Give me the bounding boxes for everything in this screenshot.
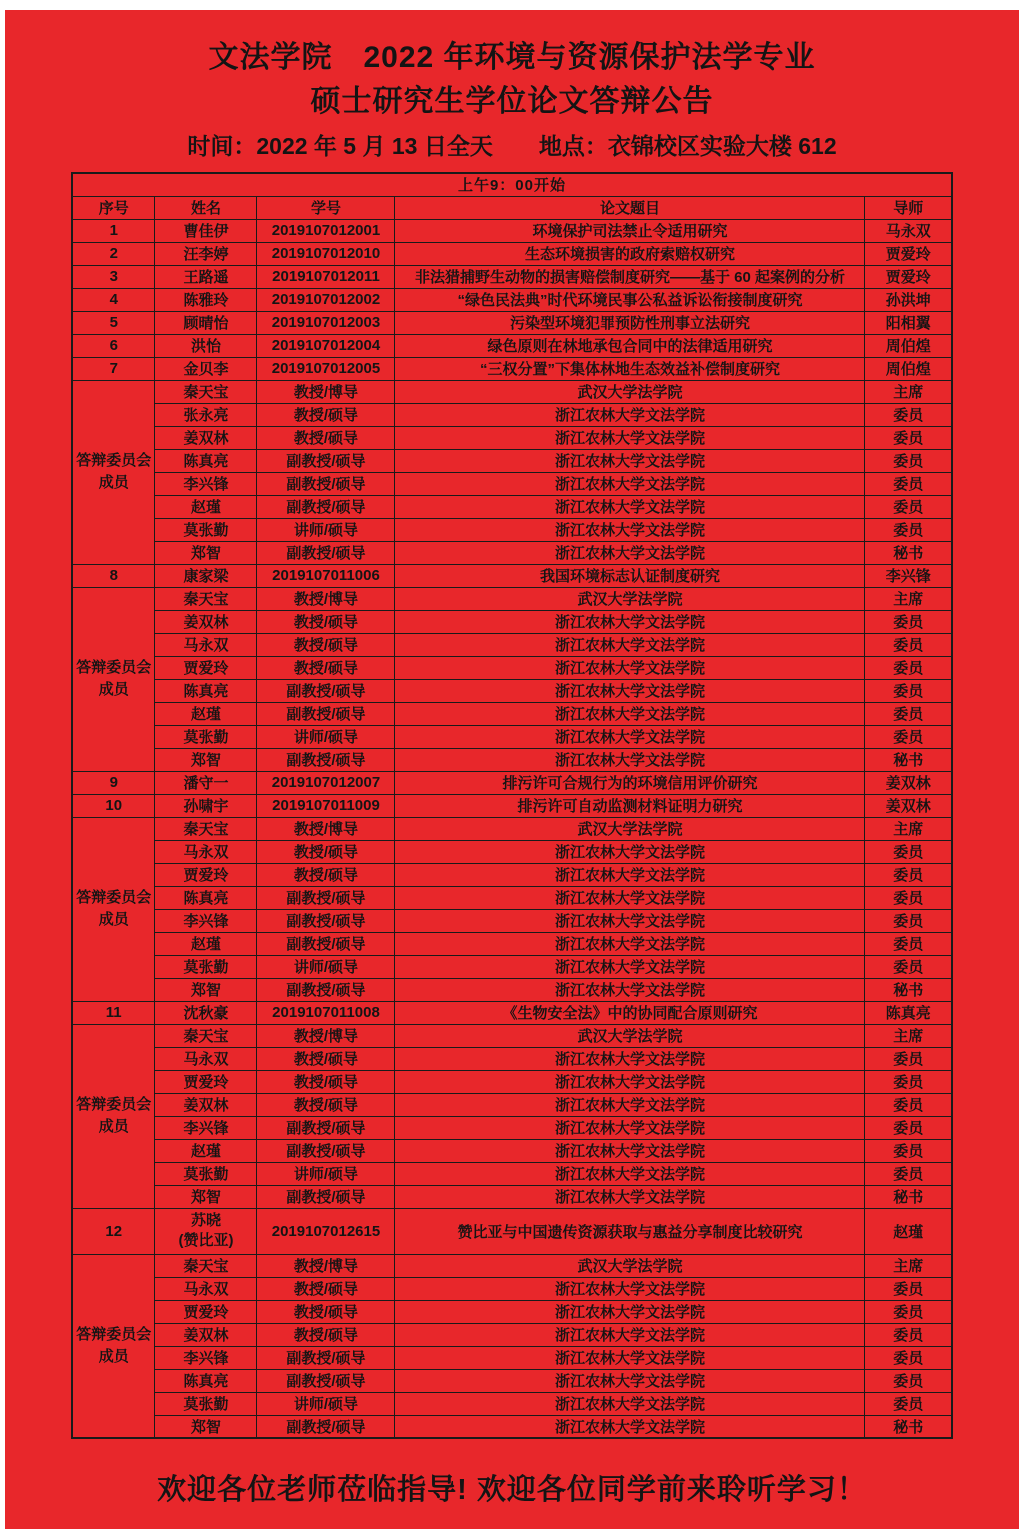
cell-advisor: 姜双林	[865, 771, 952, 794]
column-header-cell: 论文题目	[395, 196, 865, 219]
cell-thesis-title: 绿色原则在林地承包合同中的法律适用研究	[395, 334, 865, 357]
cell-serial-no: 3	[72, 265, 155, 288]
cell-member-title: 教授/硕导	[257, 1093, 395, 1116]
footer-welcome-text: 欢迎各位老师莅临指导! 欢迎各位同学前来聆听学习！	[157, 1474, 867, 1506]
cell-member-title: 教授/博导	[257, 1024, 395, 1047]
cell-member-name: 郑智	[155, 541, 257, 564]
cell-serial-no: 8	[72, 564, 155, 587]
committee-member-row	[72, 702, 952, 725]
student-row	[72, 794, 952, 817]
cell-member-title: 副教授/硕导	[257, 1369, 395, 1392]
cell-member-name: 李兴锋	[155, 1346, 257, 1369]
committee-label-cell: 答辩委员会 成员	[72, 380, 155, 564]
cell-member-name: 赵瑾	[155, 495, 257, 518]
cell-member-org: 浙江农林大学文法学院	[395, 1392, 865, 1415]
cell-member-title: 副教授/硕导	[257, 1139, 395, 1162]
cell-member-role: 主席	[865, 817, 952, 840]
cell-member-role: 委员	[865, 1047, 952, 1070]
cell-member-name: 陈真亮	[155, 886, 257, 909]
cell-member-role: 秘书	[865, 1415, 952, 1438]
committee-member-row	[72, 610, 952, 633]
cell-member-title: 副教授/硕导	[257, 1185, 395, 1208]
cell-member-role: 委员	[865, 1139, 952, 1162]
cell-member-title: 副教授/硕导	[257, 978, 395, 1001]
cell-member-role: 委员	[865, 1346, 952, 1369]
committee-member-row	[72, 449, 952, 472]
cell-member-role: 委员	[865, 840, 952, 863]
cell-member-org: 武汉大学法学院	[395, 587, 865, 610]
defense-table-body	[72, 173, 952, 1438]
cell-member-name: 秦天宝	[155, 380, 257, 403]
committee-member-row	[72, 380, 952, 403]
cell-thesis-title: “三权分置”下集体林地生态效益补偿制度研究	[395, 357, 865, 380]
cell-member-title: 副教授/硕导	[257, 1116, 395, 1139]
committee-member-row	[72, 840, 952, 863]
cell-member-name: 贾爱玲	[155, 1300, 257, 1323]
committee-label-cell: 答辩委员会 成员	[72, 1254, 155, 1438]
committee-member-row	[72, 978, 952, 1001]
cell-member-name: 姜双林	[155, 1323, 257, 1346]
cell-member-title: 教授/博导	[257, 1254, 395, 1277]
cell-member-name: 赵瑾	[155, 932, 257, 955]
cell-member-name: 郑智	[155, 748, 257, 771]
cell-student-id: 2019107011006	[257, 564, 395, 587]
cell-member-name: 莫张勤	[155, 1392, 257, 1415]
cell-member-name: 郑智	[155, 978, 257, 1001]
committee-member-row	[72, 1024, 952, 1047]
cell-member-title: 副教授/硕导	[257, 541, 395, 564]
cell-member-name: 贾爱玲	[155, 1070, 257, 1093]
cell-thesis-title: 排污许可自动监测材料证明力研究	[395, 794, 865, 817]
committee-member-row	[72, 518, 952, 541]
cell-member-org: 浙江农林大学文法学院	[395, 1369, 865, 1392]
cell-student-name: 苏晓 (赞比亚)	[155, 1208, 257, 1254]
column-header-cell: 序号	[72, 196, 155, 219]
cell-member-name: 李兴锋	[155, 472, 257, 495]
cell-member-role: 主席	[865, 587, 952, 610]
cell-member-org: 浙江农林大学文法学院	[395, 1300, 865, 1323]
cell-advisor: 赵瑾	[865, 1208, 952, 1254]
cell-member-role: 秘书	[865, 541, 952, 564]
committee-member-row	[72, 1116, 952, 1139]
cell-serial-no: 11	[72, 1001, 155, 1024]
committee-member-row	[72, 403, 952, 426]
cell-member-name: 莫张勤	[155, 1162, 257, 1185]
cell-member-role: 委员	[865, 1070, 952, 1093]
cell-member-org: 浙江农林大学文法学院	[395, 449, 865, 472]
cell-student-name: 曹佳伊	[155, 219, 257, 242]
committee-member-row	[72, 1093, 952, 1116]
committee-member-row	[72, 1162, 952, 1185]
cell-student-id: 2019107012011	[257, 265, 395, 288]
student-row	[72, 265, 952, 288]
cell-member-role: 委员	[865, 955, 952, 978]
student-row	[72, 771, 952, 794]
cell-member-title: 讲师/硕导	[257, 725, 395, 748]
cell-serial-no: 4	[72, 288, 155, 311]
cell-student-id: 2019107012010	[257, 242, 395, 265]
cell-serial-no: 7	[72, 357, 155, 380]
cell-advisor: 姜双林	[865, 794, 952, 817]
cell-member-title: 教授/硕导	[257, 1047, 395, 1070]
cell-member-org: 浙江农林大学文法学院	[395, 472, 865, 495]
cell-member-org: 武汉大学法学院	[395, 1024, 865, 1047]
cell-member-title: 教授/硕导	[257, 403, 395, 426]
cell-member-name: 李兴锋	[155, 909, 257, 932]
cell-member-org: 浙江农林大学文法学院	[395, 886, 865, 909]
cell-member-role: 委员	[865, 518, 952, 541]
committee-label-cell: 答辩委员会 成员	[72, 1024, 155, 1208]
cell-member-org: 浙江农林大学文法学院	[395, 909, 865, 932]
cell-advisor: 贾爱玲	[865, 242, 952, 265]
cell-member-title: 副教授/硕导	[257, 1346, 395, 1369]
cell-member-org: 浙江农林大学文法学院	[395, 518, 865, 541]
committee-member-row	[72, 1323, 952, 1346]
poster-title-line2: 硕士研究生学位论文答辩公告	[310, 85, 714, 118]
cell-member-name: 郑智	[155, 1185, 257, 1208]
cell-member-role: 委员	[865, 472, 952, 495]
committee-member-row	[72, 955, 952, 978]
cell-member-name: 姜双林	[155, 610, 257, 633]
schedule-line: 时间：2022 年 5 月 13 日全天 地点：衣锦校区实验大楼 612	[187, 133, 837, 159]
cell-member-title: 教授/博导	[257, 587, 395, 610]
cell-advisor: 孙洪坤	[865, 288, 952, 311]
cell-student-id: 2019107012003	[257, 311, 395, 334]
cell-student-name: 汪李婷	[155, 242, 257, 265]
committee-member-row	[72, 541, 952, 564]
cell-member-name: 贾爱玲	[155, 863, 257, 886]
cell-member-org: 武汉大学法学院	[395, 380, 865, 403]
cell-member-role: 委员	[865, 633, 952, 656]
cell-advisor: 马永双	[865, 219, 952, 242]
cell-member-role: 主席	[865, 380, 952, 403]
cell-member-title: 讲师/硕导	[257, 518, 395, 541]
cell-student-name: 金贝李	[155, 357, 257, 380]
cell-student-id: 2019107012615	[257, 1208, 395, 1254]
cell-member-name: 莫张勤	[155, 955, 257, 978]
cell-member-org: 武汉大学法学院	[395, 1254, 865, 1277]
defense-table	[71, 172, 953, 1439]
cell-student-name: 沈秋豪	[155, 1001, 257, 1024]
cell-member-title: 教授/硕导	[257, 1300, 395, 1323]
student-row	[72, 242, 952, 265]
cell-member-org: 浙江农林大学文法学院	[395, 403, 865, 426]
cell-student-name: 潘守一	[155, 771, 257, 794]
column-header-cell: 导师	[865, 196, 952, 219]
cell-member-org: 浙江农林大学文法学院	[395, 1116, 865, 1139]
committee-member-row	[72, 748, 952, 771]
committee-member-row	[72, 679, 952, 702]
cell-member-title: 教授/硕导	[257, 1323, 395, 1346]
student-row	[72, 1001, 952, 1024]
cell-member-title: 副教授/硕导	[257, 702, 395, 725]
cell-member-org: 浙江农林大学文法学院	[395, 610, 865, 633]
cell-member-org: 浙江农林大学文法学院	[395, 725, 865, 748]
cell-member-name: 姜双林	[155, 1093, 257, 1116]
student-row	[72, 311, 952, 334]
cell-student-name: 孙啸宇	[155, 794, 257, 817]
committee-member-row	[72, 1346, 952, 1369]
cell-member-name: 赵瑾	[155, 702, 257, 725]
cell-student-name: 王路遥	[155, 265, 257, 288]
cell-member-role: 委员	[865, 1277, 952, 1300]
cell-member-role: 委员	[865, 863, 952, 886]
cell-thesis-title: 我国环境标志认证制度研究	[395, 564, 865, 587]
cell-member-name: 马永双	[155, 1047, 257, 1070]
cell-member-name: 贾爱玲	[155, 656, 257, 679]
cell-member-name: 赵瑾	[155, 1139, 257, 1162]
cell-member-role: 委员	[865, 725, 952, 748]
cell-member-org: 浙江农林大学文法学院	[395, 426, 865, 449]
cell-serial-no: 12	[72, 1208, 155, 1254]
committee-member-row	[72, 1369, 952, 1392]
cell-member-title: 副教授/硕导	[257, 886, 395, 909]
cell-serial-no: 9	[72, 771, 155, 794]
cell-student-name: 顾晴怡	[155, 311, 257, 334]
cell-member-name: 陈真亮	[155, 449, 257, 472]
cell-member-name: 陈真亮	[155, 679, 257, 702]
column-header-row	[72, 196, 952, 219]
cell-member-org: 浙江农林大学文法学院	[395, 748, 865, 771]
session-header-row	[72, 173, 952, 196]
committee-member-row	[72, 1070, 952, 1093]
cell-member-title: 教授/硕导	[257, 426, 395, 449]
cell-member-role: 委员	[865, 1369, 952, 1392]
cell-member-name: 张永亮	[155, 403, 257, 426]
cell-member-role: 委员	[865, 1392, 952, 1415]
cell-thesis-title: 排污许可合规行为的环境信用评价研究	[395, 771, 865, 794]
student-row	[72, 334, 952, 357]
committee-member-row	[72, 1277, 952, 1300]
cell-member-org: 浙江农林大学文法学院	[395, 1070, 865, 1093]
cell-member-role: 委员	[865, 1323, 952, 1346]
cell-member-name: 秦天宝	[155, 587, 257, 610]
cell-member-name: 马永双	[155, 633, 257, 656]
cell-member-org: 浙江农林大学文法学院	[395, 702, 865, 725]
cell-member-org: 浙江农林大学文法学院	[395, 932, 865, 955]
cell-advisor: 陈真亮	[865, 1001, 952, 1024]
committee-member-row	[72, 1139, 952, 1162]
cell-member-role: 委员	[865, 1162, 952, 1185]
cell-member-org: 浙江农林大学文法学院	[395, 1415, 865, 1438]
committee-member-row	[72, 656, 952, 679]
cell-thesis-title: 污染型环境犯罪预防性刑事立法研究	[395, 311, 865, 334]
cell-member-role: 委员	[865, 1116, 952, 1139]
committee-member-row	[72, 1047, 952, 1070]
cell-member-name: 秦天宝	[155, 817, 257, 840]
cell-member-title: 副教授/硕导	[257, 495, 395, 518]
cell-member-title: 副教授/硕导	[257, 472, 395, 495]
cell-member-title: 教授/硕导	[257, 863, 395, 886]
committee-member-row	[72, 932, 952, 955]
cell-member-org: 浙江农林大学文法学院	[395, 1277, 865, 1300]
cell-member-title: 副教授/硕导	[257, 449, 395, 472]
cell-member-org: 浙江农林大学文法学院	[395, 1185, 865, 1208]
cell-student-id: 2019107012004	[257, 334, 395, 357]
cell-member-name: 马永双	[155, 840, 257, 863]
cell-member-role: 委员	[865, 656, 952, 679]
cell-member-title: 讲师/硕导	[257, 1392, 395, 1415]
cell-member-role: 秘书	[865, 978, 952, 1001]
cell-thesis-title: “绿色民法典”时代环境民事公私益诉讼衔接制度研究	[395, 288, 865, 311]
cell-member-name: 秦天宝	[155, 1254, 257, 1277]
committee-member-row	[72, 863, 952, 886]
cell-member-title: 教授/硕导	[257, 633, 395, 656]
cell-member-role: 委员	[865, 495, 952, 518]
cell-student-id: 2019107012001	[257, 219, 395, 242]
cell-member-org: 浙江农林大学文法学院	[395, 1323, 865, 1346]
cell-member-title: 教授/硕导	[257, 656, 395, 679]
cell-member-role: 主席	[865, 1254, 952, 1277]
cell-member-role: 委员	[865, 449, 952, 472]
cell-member-title: 教授/博导	[257, 380, 395, 403]
cell-member-role: 秘书	[865, 748, 952, 771]
cell-member-role: 委员	[865, 426, 952, 449]
cell-advisor: 周伯煌	[865, 334, 952, 357]
cell-member-role: 委员	[865, 932, 952, 955]
cell-advisor: 李兴锋	[865, 564, 952, 587]
cell-member-name: 莫张勤	[155, 518, 257, 541]
cell-member-title: 教授/硕导	[257, 1277, 395, 1300]
cell-member-org: 浙江农林大学文法学院	[395, 1346, 865, 1369]
committee-member-row	[72, 725, 952, 748]
cell-member-name: 郑智	[155, 1415, 257, 1438]
committee-member-row	[72, 1254, 952, 1277]
cell-member-org: 浙江农林大学文法学院	[395, 1139, 865, 1162]
cell-student-id: 2019107012007	[257, 771, 395, 794]
committee-label-cell: 答辩委员会 成员	[72, 817, 155, 1001]
column-header-cell: 姓名	[155, 196, 257, 219]
student-row	[72, 1208, 952, 1254]
cell-advisor: 阳相翼	[865, 311, 952, 334]
committee-member-row	[72, 426, 952, 449]
announcement-poster	[5, 10, 1019, 1529]
cell-member-org: 浙江农林大学文法学院	[395, 679, 865, 702]
cell-member-org: 浙江农林大学文法学院	[395, 840, 865, 863]
cell-student-name: 洪怡	[155, 334, 257, 357]
cell-member-org: 浙江农林大学文法学院	[395, 1162, 865, 1185]
cell-student-id: 2019107012005	[257, 357, 395, 380]
cell-member-role: 委员	[865, 1300, 952, 1323]
cell-member-role: 委员	[865, 1093, 952, 1116]
cell-thesis-title: 赞比亚与中国遗传资源获取与惠益分享制度比较研究	[395, 1208, 865, 1254]
committee-member-row	[72, 817, 952, 840]
cell-serial-no: 10	[72, 794, 155, 817]
cell-member-role: 委员	[865, 702, 952, 725]
cell-student-id: 2019107012002	[257, 288, 395, 311]
cell-serial-no: 1	[72, 219, 155, 242]
cell-member-title: 教授/硕导	[257, 840, 395, 863]
cell-member-title: 教授/博导	[257, 817, 395, 840]
cell-member-title: 教授/硕导	[257, 610, 395, 633]
cell-thesis-title: 非法猎捕野生动物的损害赔偿制度研究——基于 60 起案例的分析	[395, 265, 865, 288]
cell-serial-no: 2	[72, 242, 155, 265]
column-header-cell: 学号	[257, 196, 395, 219]
cell-member-title: 副教授/硕导	[257, 909, 395, 932]
cell-member-name: 陈真亮	[155, 1369, 257, 1392]
cell-member-title: 副教授/硕导	[257, 932, 395, 955]
cell-student-name: 康家梁	[155, 564, 257, 587]
cell-member-name: 莫张勤	[155, 725, 257, 748]
cell-member-role: 委员	[865, 610, 952, 633]
committee-member-row	[72, 1392, 952, 1415]
cell-member-role: 秘书	[865, 1185, 952, 1208]
cell-thesis-title: 环境保护司法禁止令适用研究	[395, 219, 865, 242]
cell-member-org: 浙江农林大学文法学院	[395, 955, 865, 978]
cell-member-org: 浙江农林大学文法学院	[395, 656, 865, 679]
cell-member-org: 浙江农林大学文法学院	[395, 541, 865, 564]
committee-label-cell: 答辩委员会 成员	[72, 587, 155, 771]
cell-member-org: 浙江农林大学文法学院	[395, 978, 865, 1001]
cell-member-org: 浙江农林大学文法学院	[395, 633, 865, 656]
committee-member-row	[72, 587, 952, 610]
committee-member-row	[72, 1300, 952, 1323]
cell-member-role: 委员	[865, 909, 952, 932]
cell-member-org: 浙江农林大学文法学院	[395, 495, 865, 518]
cell-student-id: 2019107011009	[257, 794, 395, 817]
cell-serial-no: 6	[72, 334, 155, 357]
cell-member-name: 秦天宝	[155, 1024, 257, 1047]
cell-student-name: 陈雅玲	[155, 288, 257, 311]
cell-member-org: 浙江农林大学文法学院	[395, 1093, 865, 1116]
student-row	[72, 219, 952, 242]
cell-member-name: 姜双林	[155, 426, 257, 449]
cell-member-role: 主席	[865, 1024, 952, 1047]
cell-member-org: 武汉大学法学院	[395, 817, 865, 840]
cell-thesis-title: 《生物安全法》中的协同配合原则研究	[395, 1001, 865, 1024]
student-row	[72, 288, 952, 311]
cell-student-id: 2019107011008	[257, 1001, 395, 1024]
cell-member-org: 浙江农林大学文法学院	[395, 863, 865, 886]
cell-member-title: 副教授/硕导	[257, 679, 395, 702]
cell-member-title: 副教授/硕导	[257, 1415, 395, 1438]
cell-member-role: 委员	[865, 403, 952, 426]
cell-member-name: 马永双	[155, 1277, 257, 1300]
cell-member-title: 副教授/硕导	[257, 748, 395, 771]
cell-member-role: 委员	[865, 679, 952, 702]
cell-member-title: 教授/硕导	[257, 1070, 395, 1093]
cell-advisor: 贾爱玲	[865, 265, 952, 288]
student-row	[72, 564, 952, 587]
cell-member-title: 讲师/硕导	[257, 955, 395, 978]
cell-serial-no: 5	[72, 311, 155, 334]
cell-member-title: 讲师/硕导	[257, 1162, 395, 1185]
committee-member-row	[72, 1415, 952, 1438]
poster-title-line1: 文法学院 2022 年环境与资源保护法学专业	[208, 41, 816, 74]
cell-member-name: 李兴锋	[155, 1116, 257, 1139]
cell-member-org: 浙江农林大学文法学院	[395, 1047, 865, 1070]
committee-member-row	[72, 1185, 952, 1208]
committee-member-row	[72, 633, 952, 656]
committee-member-row	[72, 472, 952, 495]
committee-member-row	[72, 886, 952, 909]
cell-thesis-title: 生态环境损害的政府索赔权研究	[395, 242, 865, 265]
cell-advisor: 周伯煌	[865, 357, 952, 380]
committee-member-row	[72, 909, 952, 932]
committee-member-row	[72, 495, 952, 518]
session-header-cell: 上午9：00开始	[72, 173, 952, 196]
student-row	[72, 357, 952, 380]
cell-member-role: 委员	[865, 886, 952, 909]
